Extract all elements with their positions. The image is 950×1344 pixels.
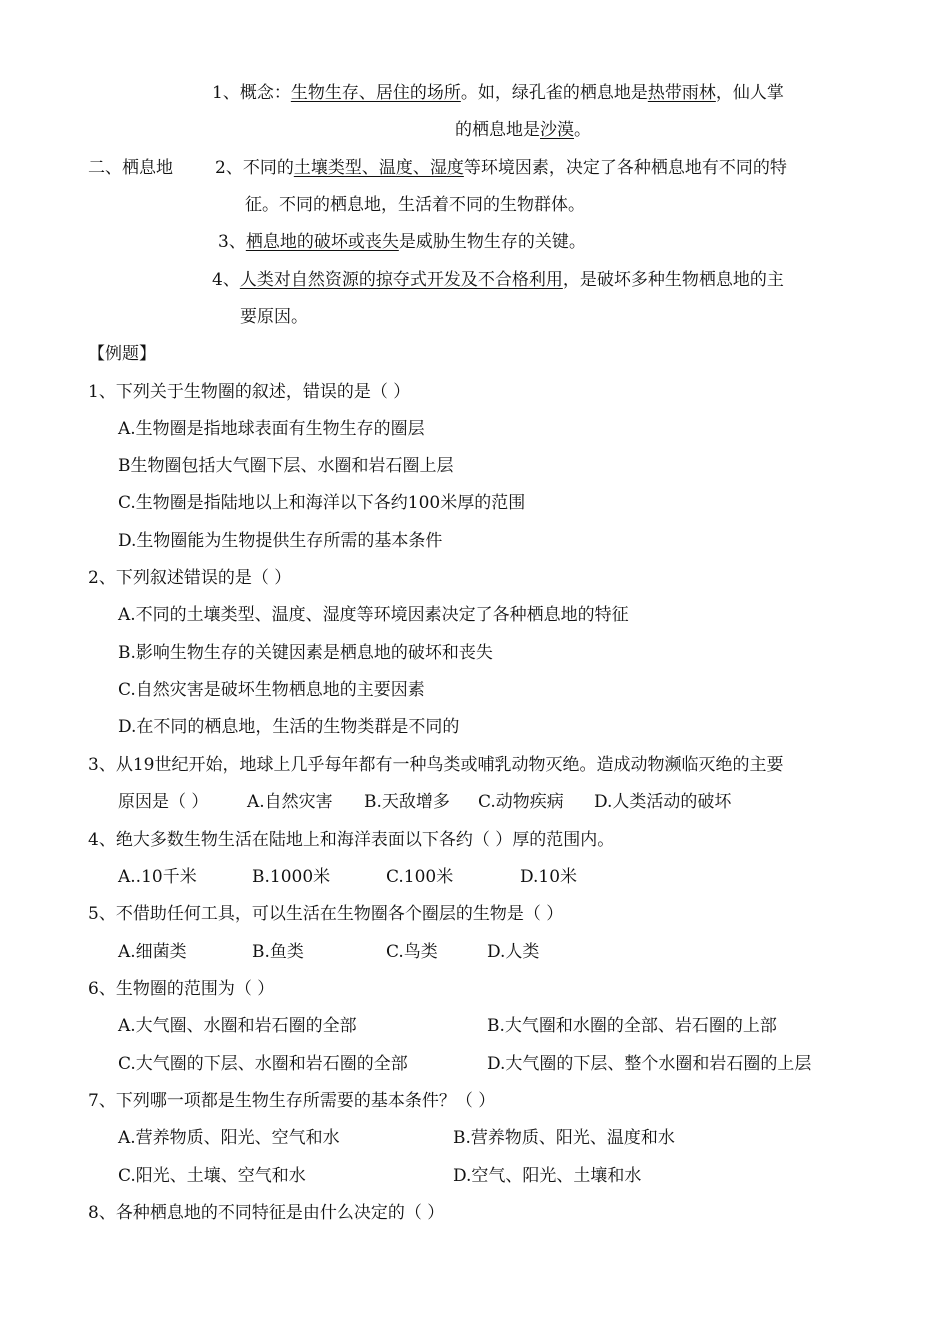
question-4-option-d: D.10米 <box>520 867 578 887</box>
question-4-option-c: C.100米 <box>386 867 454 887</box>
question-5-option-c: C.鸟类 <box>386 942 438 962</box>
question-7-option-b: B.营养物质、阳光、温度和水 <box>453 1128 675 1148</box>
question-1-option-c: C.生物圈是指陆地以上和海洋以下各约100米厚的范围 <box>118 493 526 513</box>
question-3-option-d: D.人类活动的破坏 <box>594 792 732 812</box>
question-2-option-a: A.不同的土壤类型、温度、湿度等环境因素决定了各种栖息地的特征 <box>118 605 629 625</box>
question-5-option-d: D.人类 <box>487 942 540 962</box>
question-4-option-a: A..10千米 <box>118 867 197 887</box>
question-7-option-a: A.营养物质、阳光、空气和水 <box>118 1128 340 1148</box>
question-6-option-d: D.大气圈的下层、整个水圈和岩石圈的上层 <box>487 1054 812 1074</box>
question-6-option-a: A.大气圈、水圈和岩石圈的全部 <box>118 1016 357 1036</box>
question-5-option-b: B.鱼类 <box>252 942 304 962</box>
habitat-point-2-line-1: 2、不同的土壤类型、温度、湿度等环境因素，决定了各种栖息地有不同的特 <box>215 158 787 178</box>
question-3-option-b: B.天敌增多 <box>364 792 450 812</box>
question-3-stem-cont: 原因是（ ） <box>118 792 209 812</box>
question-3-option-a: A.自然灾害 <box>247 792 333 812</box>
question-2-option-b: B.影响生物生存的关键因素是栖息地的破坏和丧失 <box>118 643 493 663</box>
question-2-option-d: D.在不同的栖息地，生活的生物类群是不同的 <box>118 717 460 737</box>
question-5-stem: 5、不借助任何工具，可以生活在生物圈各个圈层的生物是（ ） <box>88 904 564 924</box>
habitat-point-1-line-1: 1、概念：生物生存、居住的场所。如，绿孔雀的栖息地是热带雨林，仙人掌 <box>212 83 784 103</box>
question-1-option-d: D.生物圈能为生物提供生存所需的基本条件 <box>118 531 443 551</box>
question-7-option-d: D.空气、阳光、土壤和水 <box>453 1166 642 1186</box>
question-7-option-c: C.阳光、土壤、空气和水 <box>118 1166 306 1186</box>
examples-title: 【例题】 <box>88 344 156 364</box>
question-4-option-b: B.1000米 <box>252 867 331 887</box>
habitat-point-4-line-2: 要原因。 <box>240 307 308 327</box>
question-2-stem: 2、下列叙述错误的是（ ） <box>88 568 292 588</box>
habitat-point-2-line-2: 征。不同的栖息地，生活着不同的生物群体。 <box>245 195 585 215</box>
question-6-option-b: B.大气圈和水圈的全部、岩石圈的上部 <box>487 1016 777 1036</box>
habitat-section-label: 二、栖息地 <box>88 158 173 178</box>
question-8-stem: 8、各种栖息地的不同特征是由什么决定的（ ） <box>88 1203 445 1223</box>
question-2-option-c: C.自然灾害是破坏生物栖息地的主要因素 <box>118 680 425 700</box>
habitat-point-4-line-1: 4、人类对自然资源的掠夺式开发及不合格利用，是破坏多种生物栖息地的主 <box>212 270 784 290</box>
habitat-point-1-line-2: 的栖息地是沙漠。 <box>455 120 591 140</box>
question-1-option-a: A.生物圈是指地球表面有生物生存的圈层 <box>118 419 425 439</box>
question-5-option-a: A.细菌类 <box>118 942 187 962</box>
question-7-stem: 7、下列哪一项都是生物生存所需要的基本条件？（ ） <box>88 1091 496 1111</box>
question-6-stem: 6、生物圈的范围为（ ） <box>88 979 275 999</box>
question-6-option-c: C.大气圈的下层、水圈和岩石圈的全部 <box>118 1054 408 1074</box>
question-1-stem: 1、下列关于生物圈的叙述，错误的是（ ） <box>88 382 411 402</box>
question-4-stem: 4、绝大多数生物生活在陆地上和海洋表面以下各约（ ）厚的范围内。 <box>88 830 615 850</box>
question-1-option-b: B生物圈包括大气圈下层、水圈和岩石圈上层 <box>118 456 454 476</box>
question-3-stem: 3、从19世纪开始，地球上几乎每年都有一种鸟类或哺乳动物灭绝。造成动物濒临灭绝的主要 <box>88 755 784 775</box>
question-3-option-c: C.动物疾病 <box>478 792 564 812</box>
habitat-point-3: 3、栖息地的破坏或丧失是威胁生物生存的关键。 <box>218 232 586 252</box>
